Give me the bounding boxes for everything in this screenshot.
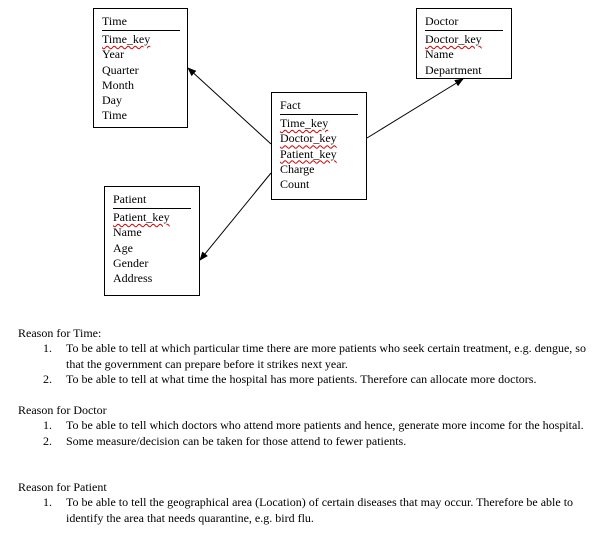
doctor-title-divider: [425, 30, 503, 31]
time-attr-day: Day: [102, 93, 122, 108]
reason-for-doctor-list: [18, 418, 603, 449]
patient-attr-name: Name: [113, 225, 142, 240]
list-text: To be able to tell which doctors who attend more patients and hence, generate more income for the hospital.: [66, 418, 584, 433]
list-number: 1.: [43, 341, 52, 356]
doctor-attr-department: Department: [425, 62, 482, 77]
doctor-entity-title: Doctor: [425, 14, 459, 28]
reason-for-patient-section: [18, 480, 603, 526]
list-item: [18, 372, 603, 387]
list-item: [18, 418, 603, 433]
fact-to-patient-arrow: [200, 173, 271, 260]
time-entity-title: Time: [102, 14, 127, 28]
reason-for-patient-list: [18, 495, 603, 526]
time-attr-quarter: Quarter: [102, 62, 139, 77]
list-number: 1.: [43, 495, 52, 510]
fact-attr-patient-key: Patient_key: [280, 146, 337, 161]
reason-for-doctor-section: [18, 403, 603, 449]
fact-title-divider: [280, 114, 358, 115]
fact-attr-charge: Charge: [280, 161, 315, 176]
reason-for-time-heading: Reason for Time:: [18, 326, 102, 340]
patient-attr-address: Address: [113, 271, 153, 286]
fact-table-box: [271, 92, 367, 200]
reason-for-patient-heading: Reason for Patient: [18, 480, 107, 494]
fact-attr-time-key: Time_key: [280, 116, 329, 130]
fact-entity-title: Fact: [280, 98, 301, 112]
doctor-dimension-box: [416, 8, 512, 79]
time-title-divider: [102, 30, 180, 31]
list-item: [18, 341, 603, 372]
doctor-attr-doctor-key: Doctor_key: [425, 32, 482, 46]
list-text: To be able to tell at which particular time there are more patients who seek certain treatment, e.g. dengue, so that the government can prepare before it strikes next year.: [66, 341, 586, 371]
fact-attr-count: Count: [280, 177, 310, 192]
patient-dimension-box: [104, 186, 200, 296]
fact-to-doctor-arrow: [367, 79, 463, 138]
patient-attr-age: Age: [113, 240, 133, 255]
patient-entity-title: Patient: [113, 192, 147, 206]
patient-title-divider: [113, 208, 191, 209]
list-item: [18, 495, 603, 526]
fact-to-time-arrow: [188, 68, 271, 144]
list-item: [18, 434, 603, 449]
time-dimension-box: [93, 8, 188, 128]
list-number: 2.: [43, 371, 52, 386]
reason-for-doctor-heading: Reason for Doctor: [18, 403, 107, 417]
reason-for-time-section: [18, 326, 603, 387]
fact-attr-doctor-key: Doctor_key: [280, 131, 337, 146]
patient-attr-patient-key: Patient_key: [113, 210, 170, 224]
time-attr-year: Year: [102, 47, 125, 62]
time-attr-month: Month: [102, 77, 135, 92]
time-attr-time-key: Time_key: [102, 32, 151, 46]
patient-attr-gender: Gender: [113, 255, 149, 270]
doctor-attr-name: Name: [425, 47, 454, 62]
list-text: Some measure/decision can be taken for those attend to fewer patients.: [66, 433, 407, 448]
list-text: To be able to tell at what time the hospital has more patients. Therefore can allocate more doctors.: [66, 371, 537, 386]
time-attr-time: Time: [102, 108, 127, 123]
list-text: To be able to tell the geographical area (Location) of certain diseases that may occur. Therefore be able to identify the area that needs quarantine, e.g. bird flu.: [66, 495, 574, 525]
list-number: 2.: [43, 433, 52, 448]
reason-for-time-list: [18, 341, 603, 387]
list-number: 1.: [43, 418, 52, 433]
